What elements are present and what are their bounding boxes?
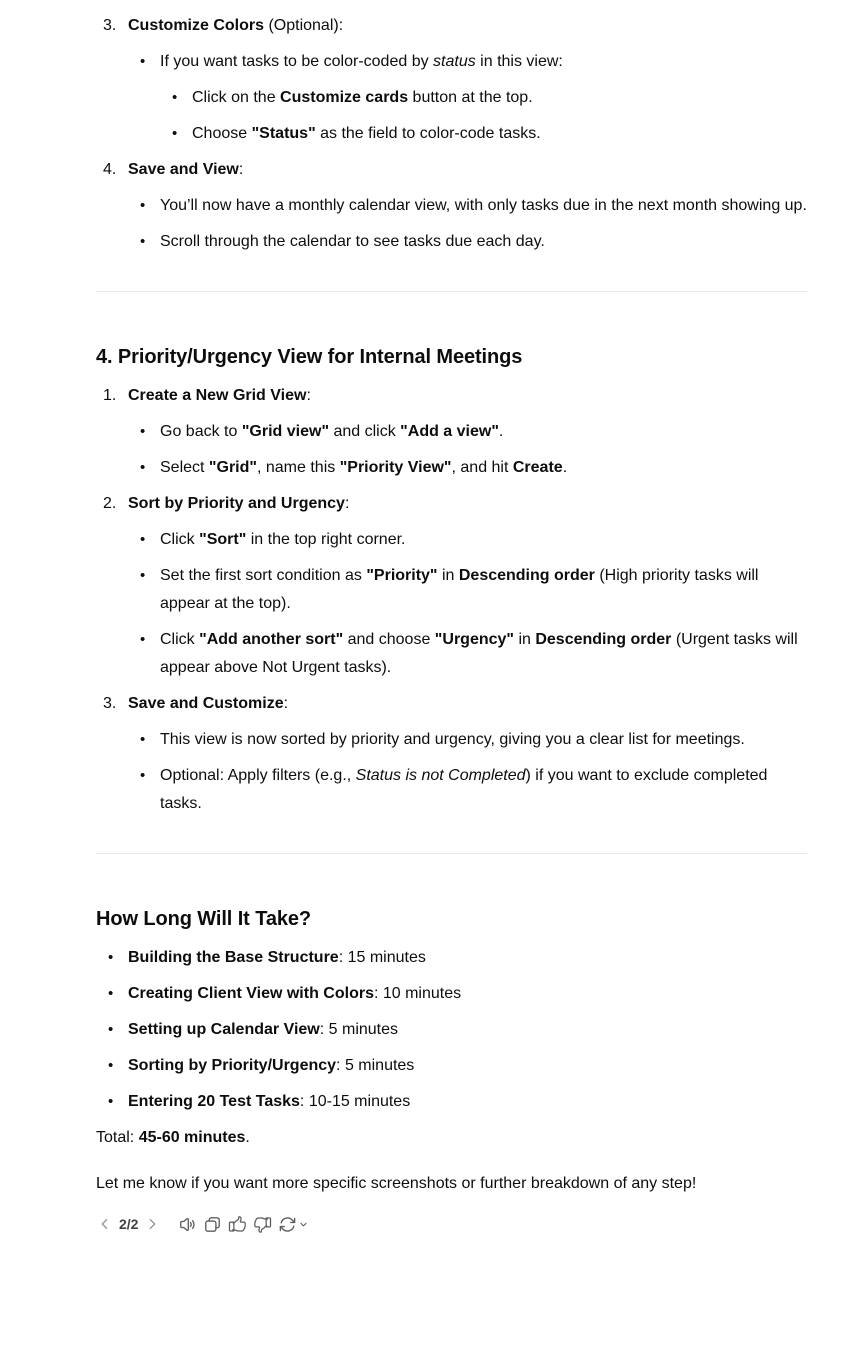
list-item-text: Click "Sort" in the top right corner. — [160, 531, 406, 548]
bullet-icon: • — [140, 567, 146, 584]
bullet-icon: • — [140, 531, 146, 548]
copy-button[interactable] — [201, 1212, 223, 1236]
list-item-text: Optional: Apply filters (e.g., Status is not Completed) if you want to exclude completed tasks. — [160, 767, 768, 812]
list-item-text: Entering 20 Test Tasks: 10-15 minutes — [128, 1093, 411, 1110]
bullet-icon: • — [140, 767, 146, 784]
list-item-text: If you want tasks to be color-coded by status in this view: — [160, 53, 563, 70]
list-item — [96, 1016, 807, 1044]
list-item — [128, 228, 807, 256]
list-item — [96, 944, 807, 972]
bullet-icon: • — [172, 89, 178, 106]
list-item — [96, 382, 807, 482]
list-item-text: Scroll through the calendar to see tasks due each day. — [160, 233, 545, 250]
list-item — [128, 418, 807, 446]
bullet-icon: • — [108, 949, 114, 966]
section-divider-2 — [96, 853, 807, 854]
bullet-icon: • — [140, 631, 146, 648]
list-item-text: You’ll now have a monthly calendar view, with only tasks due in the next month showing up. — [160, 197, 807, 214]
read-aloud-button[interactable] — [176, 1212, 198, 1236]
sub-list — [128, 48, 807, 148]
list-item — [96, 1088, 807, 1116]
bullet-icon: • — [140, 423, 146, 440]
bullet-icon: • — [140, 233, 146, 250]
duration-list — [96, 944, 807, 1116]
list-marker: 4. — [103, 161, 117, 178]
total-line: Total: 45-60 minutes. — [96, 1129, 250, 1146]
previous-response-button[interactable] — [96, 1212, 114, 1236]
list-item — [96, 12, 807, 148]
bullet-icon: • — [108, 1093, 114, 1110]
chat-response — [96, 0, 807, 1238]
list-item-text: Setting up Calendar View: 5 minutes — [128, 1021, 399, 1038]
bullet-icon: • — [140, 459, 146, 476]
section-heading-priority: 4. Priority/Urgency View for Internal Meetings — [96, 346, 523, 368]
sub-list — [128, 526, 807, 682]
list-item-text: Sort by Priority and Urgency: — [128, 495, 350, 512]
list-item-text: Customize Colors (Optional): — [128, 17, 344, 34]
list-marker: 2. — [103, 495, 117, 512]
regenerate-icon — [278, 1215, 297, 1234]
list-item-text: Set the first sort condition as "Priority" in Descending order (High priority tasks will appear at the top). — [160, 567, 759, 612]
list-item — [160, 84, 807, 112]
chevron-down-icon — [298, 1219, 309, 1230]
list-item-text: Click "Add another sort" and choose "Urgency" in Descending order (Urgent tasks will appear above Not Urgent tasks). — [160, 631, 798, 676]
list-item-text: Save and Customize: — [128, 695, 289, 712]
list-item — [128, 48, 807, 148]
priority-steps-list — [96, 382, 807, 818]
sub-list — [128, 192, 807, 256]
thumbs-down-icon — [253, 1215, 272, 1234]
regenerate-button[interactable] — [276, 1212, 310, 1236]
list-item-text: Go back to "Grid view" and click "Add a view". — [160, 423, 504, 440]
list-marker: 3. — [103, 695, 117, 712]
sub-sub-list — [160, 84, 807, 148]
bullet-icon: • — [108, 1021, 114, 1038]
speaker-icon — [178, 1215, 197, 1234]
section-heading-duration: How Long Will It Take? — [96, 908, 312, 930]
chevron-right-icon — [144, 1216, 160, 1232]
setup-steps-list — [96, 12, 807, 256]
bullet-icon: • — [140, 53, 146, 70]
list-item-text: Select "Grid", name this "Priority View", and hit Create. — [160, 459, 568, 476]
list-item-text: Click on the Customize cards button at the top. — [192, 89, 533, 106]
list-item — [96, 490, 807, 682]
list-marker: 3. — [103, 17, 117, 34]
list-item-text: Choose "Status" as the field to color-code tasks. — [192, 125, 541, 142]
list-marker: 1. — [103, 387, 117, 404]
copy-icon — [203, 1215, 222, 1234]
list-item — [128, 626, 807, 682]
list-item — [128, 562, 807, 618]
bullet-icon: • — [108, 985, 114, 1002]
list-item — [128, 762, 807, 818]
list-item-text: Create a New Grid View: — [128, 387, 311, 404]
list-item — [96, 1052, 807, 1080]
thumbs-up-icon — [228, 1215, 247, 1234]
list-item-text: This view is now sorted by priority and urgency, giving you a clear list for meetings. — [160, 731, 745, 748]
list-item-text: Building the Base Structure: 15 minutes — [128, 949, 426, 966]
list-item — [128, 192, 807, 220]
sub-list — [128, 726, 807, 818]
chevron-left-icon — [97, 1216, 113, 1232]
good-response-button[interactable] — [226, 1212, 248, 1236]
closing-line: Let me know if you want more specific screenshots or further breakdown of any step! — [96, 1175, 697, 1192]
sub-list — [128, 418, 807, 482]
list-item-text: Save and View: — [128, 161, 244, 178]
bullet-icon: • — [140, 197, 146, 214]
section-divider-1 — [96, 291, 807, 292]
next-response-button[interactable] — [143, 1212, 161, 1236]
list-item — [128, 454, 807, 482]
message-actions-bar — [96, 1210, 807, 1238]
list-item — [128, 726, 807, 754]
list-item — [128, 526, 807, 554]
list-item — [96, 980, 807, 1008]
page-indicator: 2/2 — [119, 1216, 139, 1232]
bullet-icon: • — [172, 125, 178, 142]
list-item — [96, 156, 807, 256]
bad-response-button[interactable] — [251, 1212, 273, 1236]
bullet-icon: • — [108, 1057, 114, 1074]
list-item — [160, 120, 807, 148]
list-item-text: Sorting by Priority/Urgency: 5 minutes — [128, 1057, 415, 1074]
list-item — [96, 690, 807, 818]
list-item-text: Creating Client View with Colors: 10 minutes — [128, 985, 462, 1002]
bullet-icon: • — [140, 731, 146, 748]
